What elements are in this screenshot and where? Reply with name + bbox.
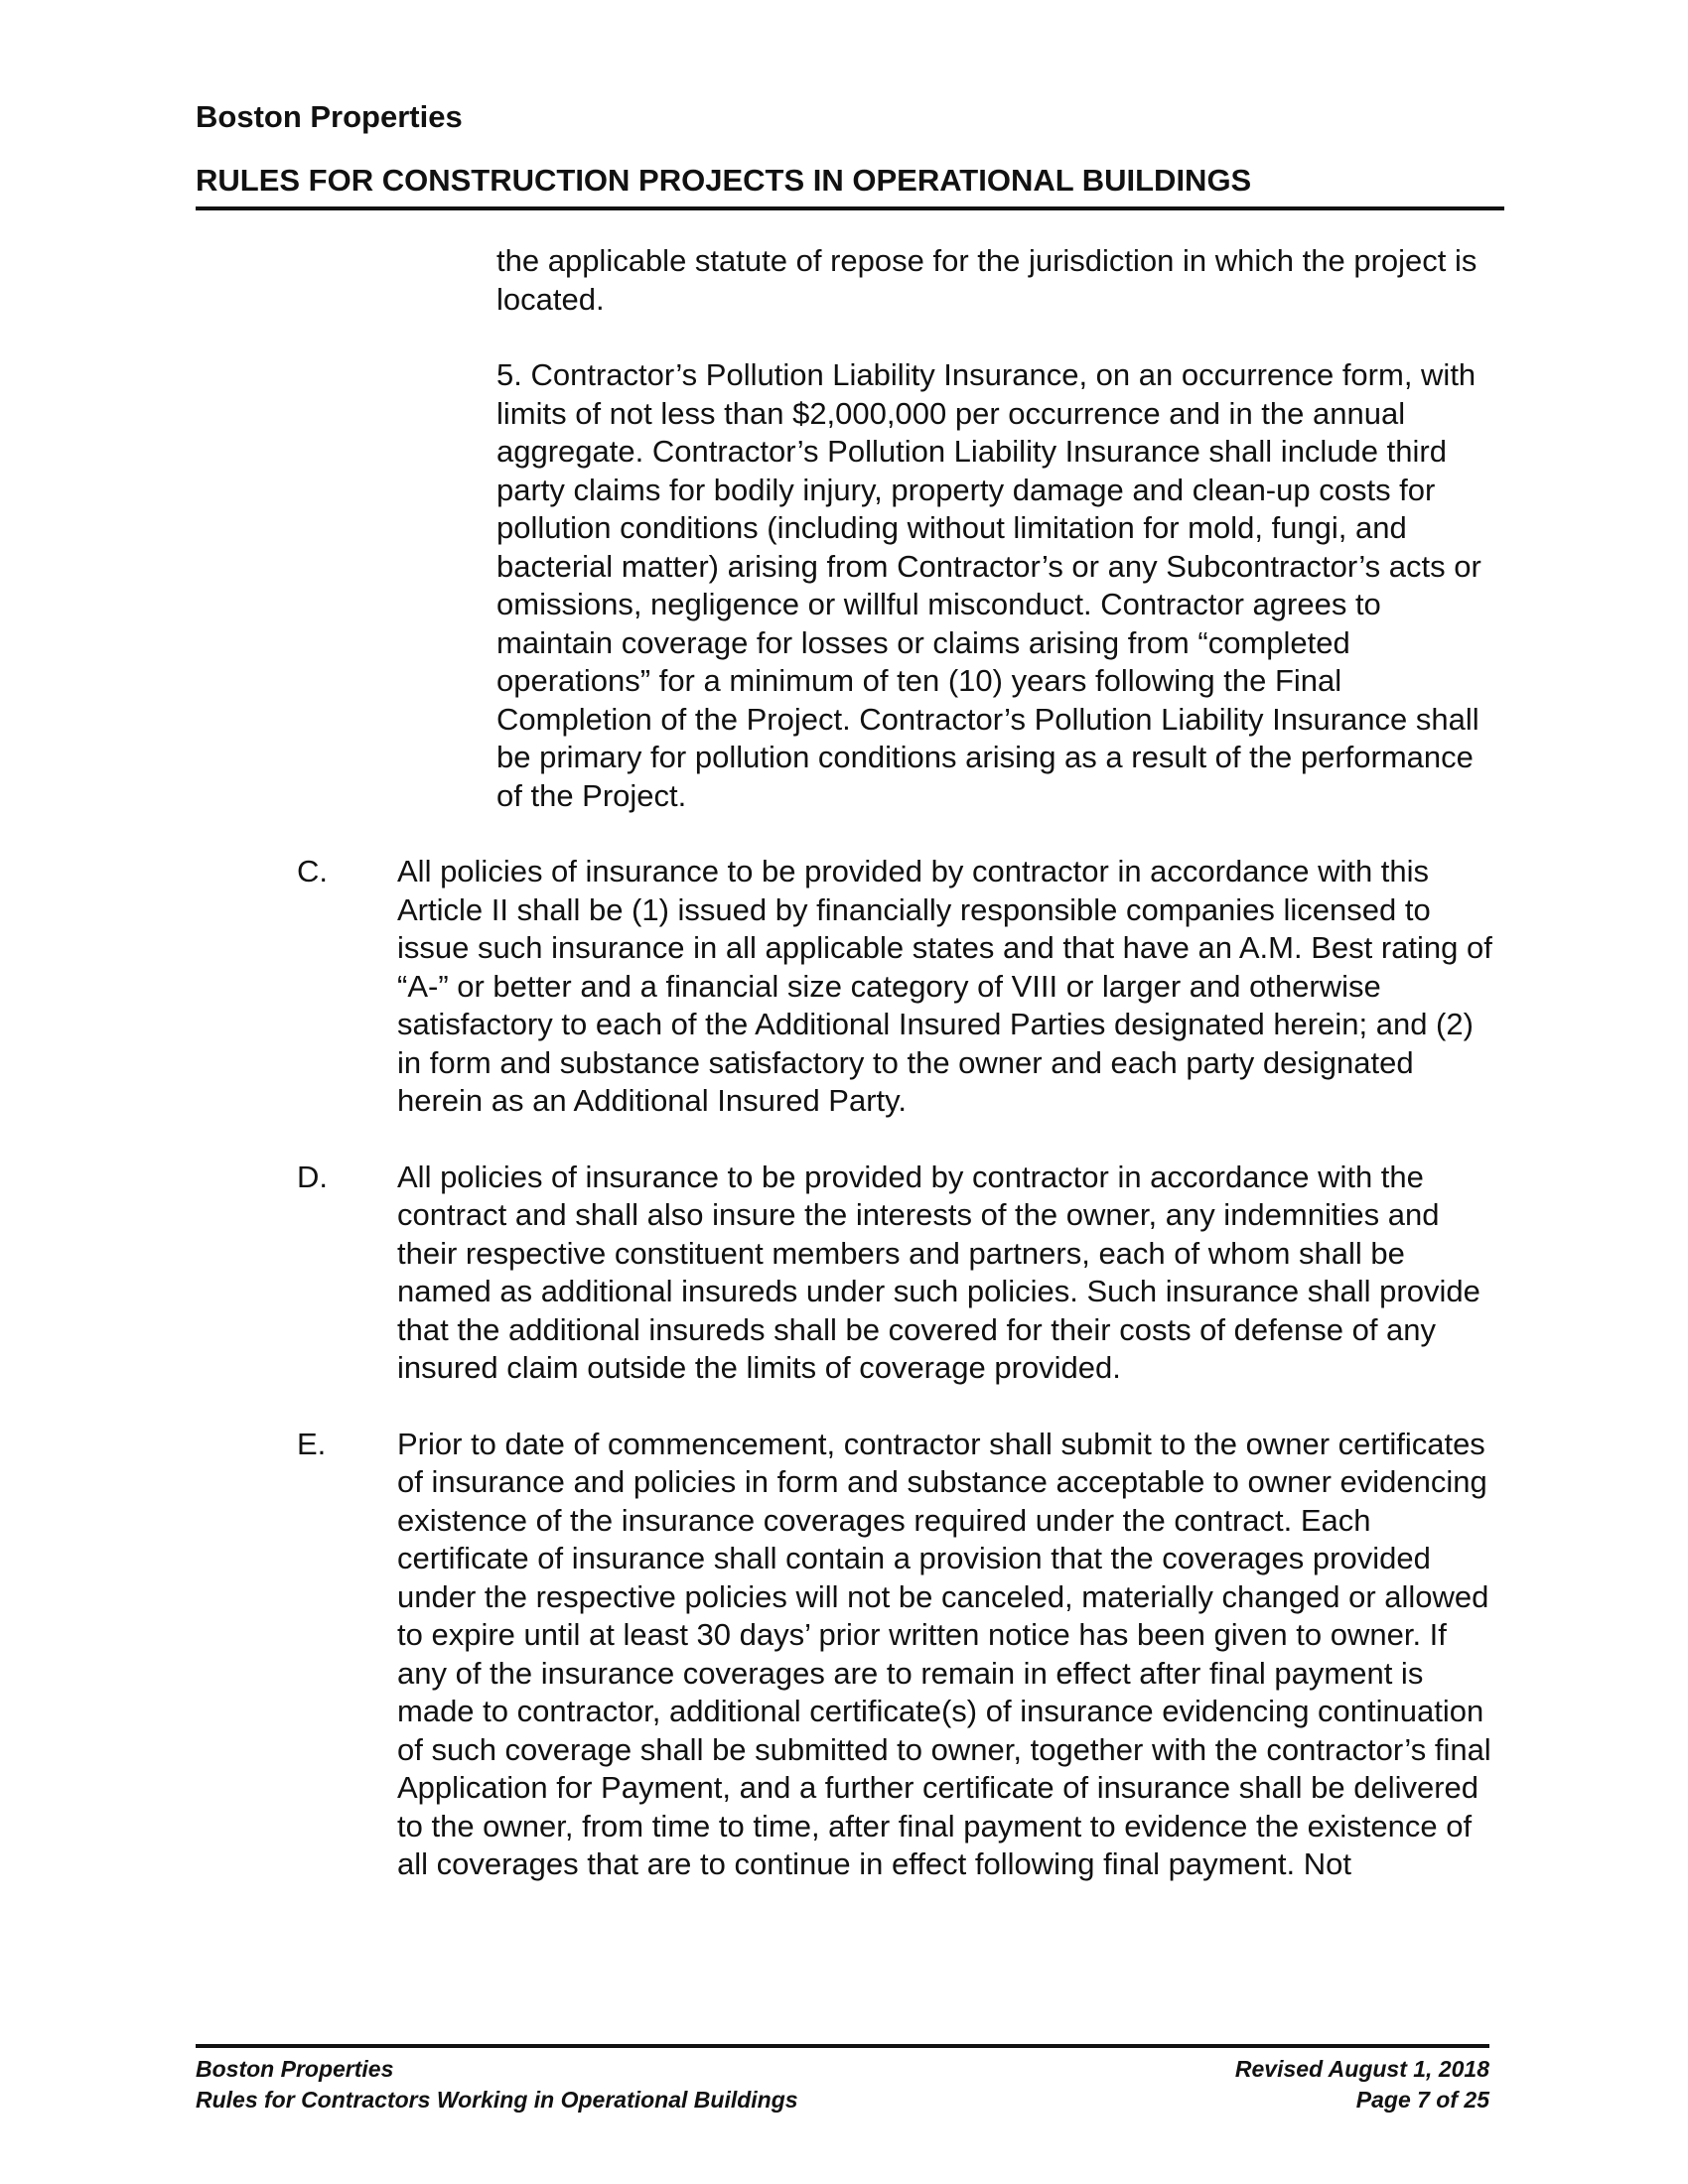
section-e (297, 1426, 1504, 1884)
section-letter: E. (297, 1426, 327, 1461)
header-company-name: Boston Properties (196, 99, 463, 134)
document-body (196, 242, 1504, 1884)
section-letter: D. (297, 1159, 328, 1194)
section-text: All policies of insurance to be provided by contractor in accordance with the contract and shall also insure the interests of the owner, any indemnities and their respective constituent members and partners, each of whom shall be named as additional insureds under such policies. Such insurance shall provide that the additional insureds shall be covered for their costs of defense of any insured claim outside the limits of coverage provided. (397, 1159, 1480, 1385)
continuation-paragraph: the applicable statute of repose for the jurisdiction in which the project is located. (496, 243, 1477, 317)
footer-company: Boston Properties (196, 2056, 394, 2082)
section-letter: C. (297, 854, 328, 888)
footer-subtitle: Rules for Contractors Working in Operational Buildings (196, 2087, 798, 2113)
section-text: All policies of insurance to be provided by contractor in accordance with this Article II shall be (1) issued by financially responsible companies licensed to issue such insurance in all applicable states and that have an A.M. Best rating of “A-” or better and a financial size category of VIII or larger and otherwise satisfactory to each of the Additional Insured Parties designated herein; and (2) in form and substance satisfactory to the owner and each party designated herein as an Additional Insured Party. (397, 854, 1492, 1118)
footer-row-2 (196, 2085, 1489, 2116)
section-d (297, 1159, 1504, 1388)
page-footer (196, 2044, 1489, 2116)
page-header (196, 97, 1504, 210)
footer-revised-date: Revised August 1, 2018 (1234, 2056, 1489, 2082)
footer-row-1 (196, 2054, 1489, 2085)
section-c (297, 853, 1504, 1121)
item-5-paragraph: 5. Contractor’s Pollution Liability Insurance, on an occurrence form, with limits of not less than $2,000,000 per occurrence and in the annual aggregate. Contractor’s Pollution Liability Insurance shall include third party claims for bodily injury, property damage and clean-up costs for pollution conditions (including without limitation for mold, fungi, and bacterial matter) arising from Contractor’s or any Subcontractor’s acts or omissions, negligence or willful misconduct. Contractor agrees to maintain coverage for losses or claims arising from “completed operations” for a minimum of ten (10) years following the Final Completion of the Project. Contractor’s Pollution Liability Insurance shall be primary for pollution conditions arising as a result of the performance of the Project. (496, 357, 1481, 813)
header-document-title: RULES FOR CONSTRUCTION PROJECTS IN OPERATIONAL BUILDINGS (196, 161, 1504, 210)
footer-page-number: Page 7 of 25 (1355, 2087, 1489, 2113)
section-text: Prior to date of commencement, contractor shall submit to the owner certificates of insurance and policies in form and substance acceptable to owner evidencing existence of the insurance coverages required under the contract. Each certificate of insurance shall contain a provision that the coverages provided under the respective policies will not be canceled, materially changed or allowed to expire until at least 30 days’ prior written notice has been given to owner. If any of the insurance coverages are to remain in effect after final payment is made to contractor, additional certificate(s) of insurance evidencing continuation of such coverage shall be submitted to owner, together with the contractor’s final Application for Payment, and a further certificate of insurance shall be delivered to the owner, from time to time, after final payment to evidence the existence of all coverages that are to continue in effect following final payment. Not (397, 1426, 1491, 1881)
